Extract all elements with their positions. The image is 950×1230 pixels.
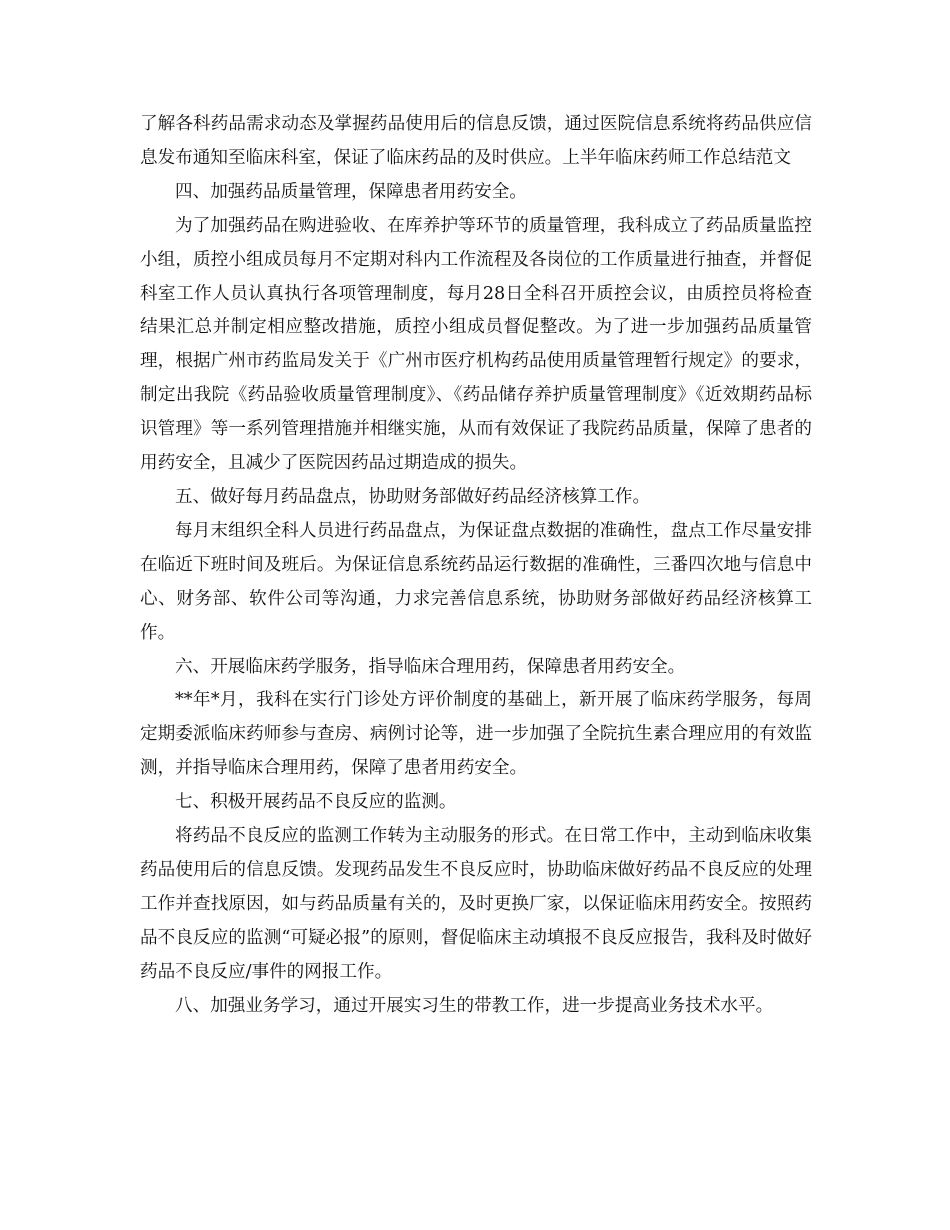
- document-body: [140, 108, 812, 1023]
- section-heading-8: 八、加强业务学习，通过开展实习生的带教工作，进一步提高业务技术水平。: [175, 995, 774, 1016]
- paragraph-clinical-pharmacy: **年*月，我科在实行门诊处方评价制度的基础上，新开展了临床药学服务，每周定期委派临床药师参与查房、病例讨论等，进一步加强了全院抗生素合理应用的有效监测，并指导临床合理用药，保障了患者用药安全。: [140, 690, 812, 779]
- paragraph-inventory: 每月末组织全科人员进行药品盘点，为保证盘点数据的准确性，盘点工作尽量安排在临近下班时间及班后。为保证信息系统药品运行数据的准确性，三番四次地与信息中心、财务部、软件公司等沟通，力求完善信息系统，协助财务部做好药品经济核算工作。: [140, 520, 812, 643]
- paragraph-adverse-reaction: 将药品不良反应的监测工作转为主动服务的形式。在日常工作中，主动到临床收集药品使用后的信息反馈。发现药品发生不良反应时，协助临床做好药品不良反应的处理工作并查找原因，如与药品质量有关的，及时更换厂家，以保证临床用药安全。按照药品不良反应的监测“可疑必报”的原则，督促临床主动填报不良反应报告，我科及时做好药品不良反应/事件的网报工作。: [140, 826, 812, 982]
- paragraph-quality-management: 为了加强药品在购进验收、在库养护等环节的质量管理，我科成立了药品质量监控小组，质控小组成员每月不定期对科内工作流程及各岗位的工作质量进行抽查，并督促科室工作人员认真执行各项管理制度，每月28日全科召开质控会议，由质控员将检查结果汇总并制定相应整改措施，质控小组成员督促整改。为了进一步加强药品质量管理，根据广州市药监局发关于《广州市医疗机构药品使用质量管理暂行规定》的要求，制定出我院《药品验收质量管理制度》、《药品储存养护质量管理制度》《近效期药品标识管理》等一系列管理措施并相继实施，从而有效保证了我院药品质量，保障了患者的用药安全，且减少了医院因药品过期造成的损失。: [140, 215, 812, 474]
- section-heading-4: 四、加强药品质量管理，保障患者用药安全。: [175, 181, 527, 202]
- paragraph-intro: 了解各科药品需求动态及掌握药品使用后的信息反馈，通过医院信息系统将药品供应信息发布通知至临床科室，保证了临床药品的及时供应。上半年临床药师工作总结范文: [140, 114, 812, 168]
- section-heading-6: 六、开展临床药学服务，指导临床合理用药，保障患者用药安全。: [175, 656, 686, 677]
- section-heading-5: 五、做好每月药品盘点，协助财务部做好药品经济核算工作。: [175, 486, 651, 507]
- section-heading-7: 七、积极开展药品不良反应的监测。: [175, 792, 457, 813]
